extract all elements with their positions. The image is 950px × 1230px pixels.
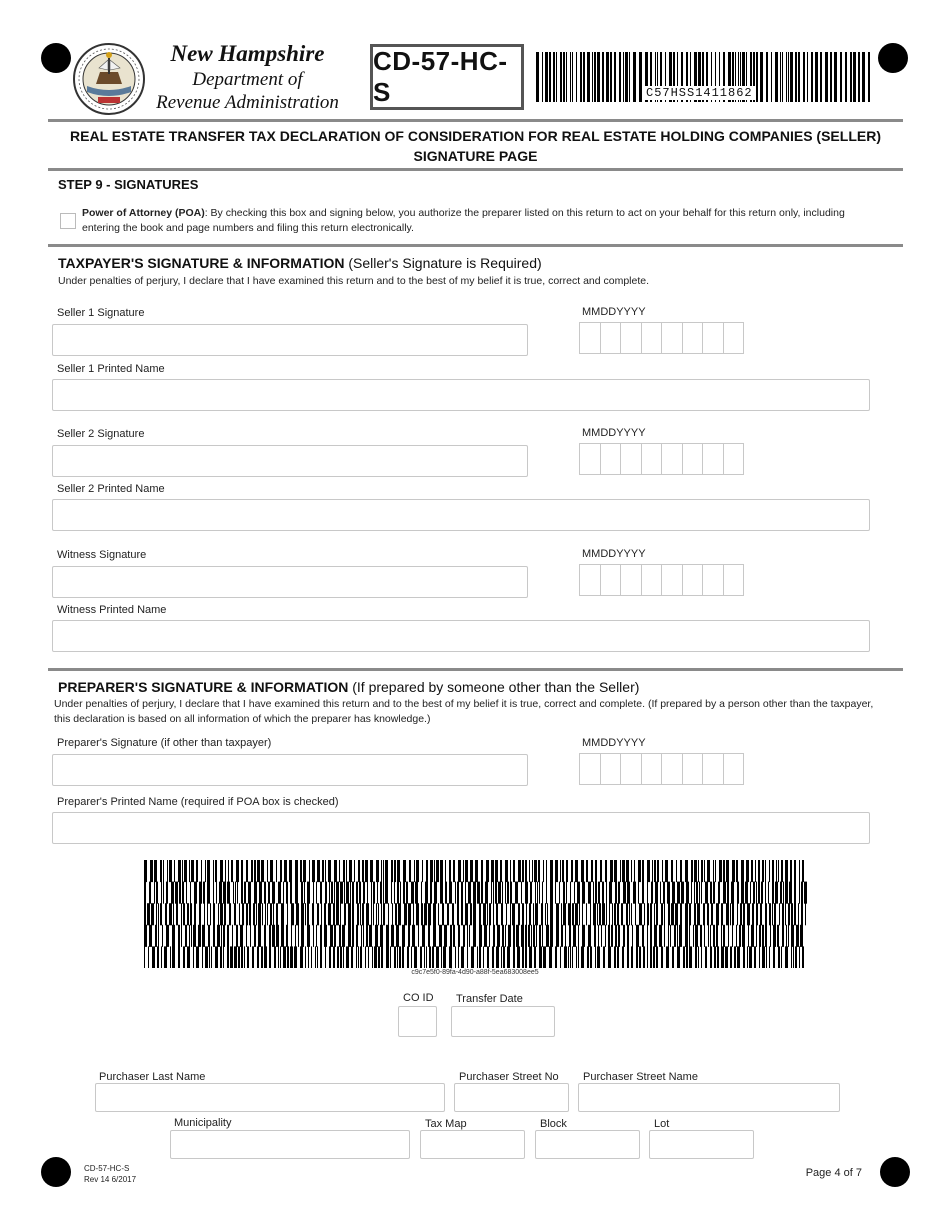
divider <box>48 168 903 171</box>
taxpayer-heading-note: (Seller's Signature is Required) <box>344 255 542 271</box>
preparer-heading-note: (If prepared by someone other than the Seller) <box>348 679 640 695</box>
state-seal-icon <box>72 42 146 116</box>
seller1-date-field[interactable] <box>579 322 744 354</box>
seller1-signature-label: Seller 1 Signature <box>57 307 145 319</box>
step9-heading: STEP 9 - SIGNATURES <box>58 177 199 192</box>
municipality-field[interactable] <box>170 1130 410 1159</box>
agency-state: New Hampshire <box>170 41 325 66</box>
preparer-heading-title: PREPARER'S SIGNATURE & INFORMATION <box>58 679 349 695</box>
form-title: REAL ESTATE TRANSFER TAX DECLARATION OF CONSIDERATION FOR REAL ESTATE HOLDING COMPANIES (SELLER) <box>70 128 881 144</box>
divider <box>48 244 903 247</box>
transfer-date-label: Transfer Date <box>456 993 523 1005</box>
poa-checkbox[interactable] <box>60 213 76 229</box>
purchaser-last-name-field[interactable] <box>95 1083 445 1112</box>
preparer-declaration: Under penalties of perjury, I declare that I have examined this return and to the best of my belief it is true, correct and complete. (If prepared by a person other than the taxpayer, this declaration is based on all information of which the preparer has knowledge.) <box>54 698 874 725</box>
co-id-field[interactable] <box>398 1006 437 1037</box>
block-field[interactable] <box>535 1130 640 1159</box>
transfer-date-field[interactable] <box>451 1006 555 1037</box>
municipality-label: Municipality <box>174 1117 232 1129</box>
tax-map-label: Tax Map <box>425 1118 467 1130</box>
agency-department: Department of <box>192 69 303 90</box>
taxpayer-declaration: Under penalties of perjury, I declare that I have examined this return and to the best of my belief it is true, correct and complete. <box>58 275 650 287</box>
witness-signature-label: Witness Signature <box>57 549 147 561</box>
seller2-printed-label: Seller 2 Printed Name <box>57 483 165 495</box>
lot-label: Lot <box>654 1118 670 1130</box>
divider <box>48 668 903 671</box>
preparer-signature-label: Preparer's Signature (if other than taxpayer) <box>57 737 272 749</box>
block-label: Block <box>540 1118 567 1130</box>
footer-form-code: CD-57-HC-S <box>84 1164 130 1173</box>
co-id-label: CO ID <box>403 992 434 1004</box>
preparer-printed-label: Preparer's Printed Name (required if POA box is checked) <box>57 796 339 808</box>
seller2-signature-label: Seller 2 Signature <box>57 428 145 440</box>
seller1-signature-field[interactable] <box>52 324 528 356</box>
poa-statement <box>82 206 872 236</box>
purchaser-last-name-label: Purchaser Last Name <box>99 1071 206 1083</box>
poa-label: Power of Attorney (POA) <box>82 207 205 219</box>
seller1-printed-label: Seller 1 Printed Name <box>57 363 165 375</box>
registration-mark <box>41 43 71 73</box>
divider <box>48 119 903 122</box>
footer-revision: Rev 14 6/2017 <box>84 1175 137 1184</box>
preparer-date-field[interactable] <box>579 753 744 785</box>
seller2-date-field[interactable] <box>579 443 744 475</box>
preparer-signature-field[interactable] <box>52 754 528 786</box>
form-id-box <box>370 44 524 110</box>
seller2-date-label: MMDDYYYY <box>582 427 646 439</box>
tax-map-field[interactable] <box>420 1130 525 1159</box>
form-barcode <box>144 860 807 968</box>
witness-printed-label: Witness Printed Name <box>57 604 167 616</box>
page-number: Page 4 of 7 <box>805 1167 862 1179</box>
preparer-date-label: MMDDYYYY <box>582 737 646 749</box>
witness-date-field[interactable] <box>579 564 744 596</box>
purchaser-street-no-field[interactable] <box>454 1083 569 1112</box>
witness-printed-name-field[interactable] <box>52 620 870 652</box>
registration-mark <box>880 1157 910 1187</box>
poa-text: : By checking this box and signing below, you authorize the preparer listed on this return to act on your behalf for this return only, including entering the book and page numbers and filing this return electronically. <box>82 207 845 234</box>
taxpayer-heading <box>58 255 542 271</box>
form-subtitle: SIGNATURE PAGE <box>413 148 538 164</box>
registration-mark <box>878 43 908 73</box>
seller2-signature-field[interactable] <box>52 445 528 477</box>
witness-signature-field[interactable] <box>52 566 528 598</box>
agency-division: Revenue Administration <box>156 92 339 113</box>
registration-mark <box>41 1157 71 1187</box>
witness-date-label: MMDDYYYY <box>582 548 646 560</box>
purchaser-street-name-field[interactable] <box>578 1083 840 1112</box>
lot-field[interactable] <box>649 1130 754 1159</box>
seller1-printed-name-field[interactable] <box>52 379 870 411</box>
preparer-heading <box>58 679 639 695</box>
taxpayer-heading-title: TAXPAYER'S SIGNATURE & INFORMATION <box>58 255 345 271</box>
seller2-printed-name-field[interactable] <box>52 499 870 531</box>
form-id: CD-57-HC-S <box>373 46 508 107</box>
purchaser-street-no-label: Purchaser Street No <box>459 1071 559 1083</box>
purchaser-street-name-label: Purchaser Street Name <box>583 1071 698 1083</box>
top-barcode-text: C57HSS1411862 <box>643 86 756 100</box>
barcode-guid: c9c7e5f0-89fa-4d90-a88f-5ea683008ee5 <box>411 969 539 976</box>
seller1-date-label: MMDDYYYY <box>582 306 646 318</box>
agency-name <box>140 40 355 114</box>
preparer-printed-name-field[interactable] <box>52 812 870 844</box>
